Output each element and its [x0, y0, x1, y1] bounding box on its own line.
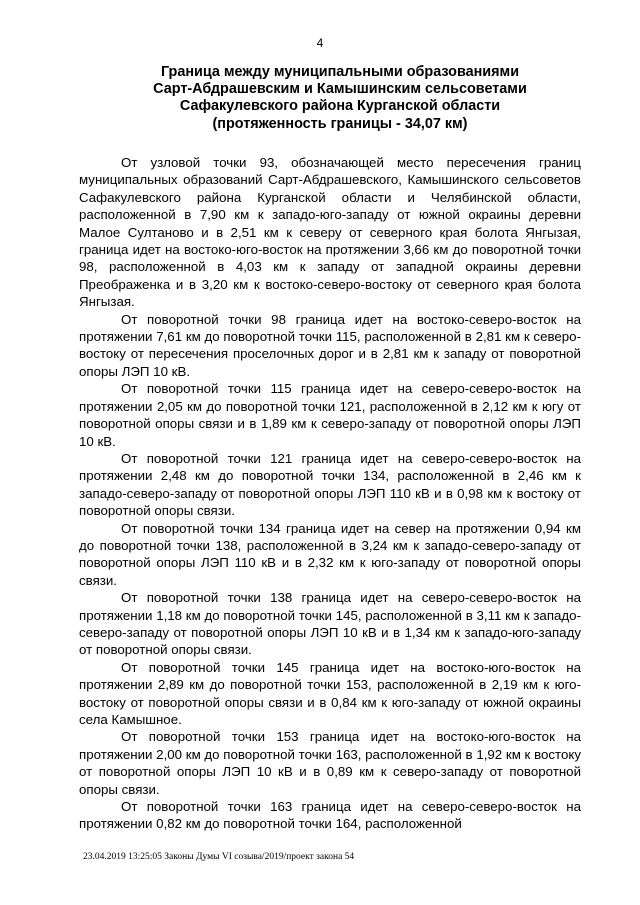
- paragraph: От поворотной точки 121 граница идет на северо-северо-восток на протяжении 2,48 км до поворотной точки 134, расположенной в 2,46 км к западо-северо-западу от поворотной опоры ЛЭП 110 кВ и в 0,98 км к востоку от поворотной опоры связи.: [79, 450, 581, 519]
- title-line: Сафакулевского района Курганской области: [179, 98, 501, 115]
- document-body: [79, 154, 581, 833]
- page-number: 4: [316, 36, 324, 50]
- document-title: [80, 64, 600, 133]
- paragraph: От поворотной точки 163 граница идет на северо-северо-восток на протяжении 0,82 км до поворотной точки 164, расположенной: [79, 799, 581, 832]
- paragraph: От поворотной точки 115 граница идет на северо-северо-восток на протяжении 2,05 км до поворотной точки 121, расположенной в 2,12 км к югу от поворотной опоры связи и в 1,89 км к северо-западу от поворотной опоры ЛЭП 10 кВ.: [79, 381, 581, 449]
- paragraph: От узловой точки 93, обозначающей место пересечения границ муниципальных образований Сарт-Абдрашевского, Камышинского сельсоветов Сафакулевского района Курганской области и Челябинской области, расположенной в 7,90 км к западо-юго-западу от южной окраины деревни Малое Султаново и в 2,51 км к северу от северного края болота Янгызая, граница идет на востоко-юго-восток на протяжении 3,66 км до поворотной точки 98, расположенной в 4,03 км к западу от западной окраины деревни Преображенка и в 3,20 км к востоко-северо-востоку от северного края болота Янгызая.: [79, 155, 581, 310]
- title-line: Граница между муниципальными образованиями: [160, 64, 520, 80]
- footer-note: 23.04.2019 13:25:05 Законы Думы VI созыва/2019/проект закона 54: [83, 852, 355, 862]
- paragraph: От поворотной точки 138 граница идет на северо-северо-восток на протяжении 1,18 км до поворотной точки 145, расположенной в 3,11 км к западо-северо-западу от поворотной опоры ЛЭП 10 кВ и в 1,34 км к западо-юго-западу от поворотной опоры связи.: [79, 590, 581, 658]
- title-line: Сарт-Абдрашевским и Камышинским сельсоветами: [153, 81, 527, 98]
- paragraph: От поворотной точки 134 граница идет на север на протяжении 0,94 км до поворотной точки 138, расположенной в 3,24 км к западо-северо-западу от поворотной опоры ЛЭП 110 кВ и в 2,32 км к юго-западу от поворотной опоры связи.: [79, 520, 581, 588]
- paragraph: От поворотной точки 153 граница идет на востоко-юго-восток на протяжении 2,00 км до поворотной точки 163, расположенной в 1,92 км к востоку от поворотной опоры ЛЭП 10 кВ и в 0,89 км к северо-западу от поворотной опоры связи.: [79, 729, 581, 797]
- paragraph: От поворотной точки 98 граница идет на востоко-северо-восток на протяжении 7,61 км до поворотной точки 115, расположенной в 2,81 км к северо-востоку от пересечения проселочных дорог и в 2,81 км к западу от поворотной опоры ЛЭП 10 кВ.: [79, 311, 581, 379]
- title-line: (протяженность границы - 34,07 км): [212, 115, 468, 132]
- paragraph: От поворотной точки 145 граница идет на востоко-юго-восток на протяжении 2,89 км до поворотной точки 153, расположенной в 2,19 км к юго-востоку от поворотной опоры связи и в 0,84 км к юго-западу от южной окраины села Камышное.: [79, 659, 581, 727]
